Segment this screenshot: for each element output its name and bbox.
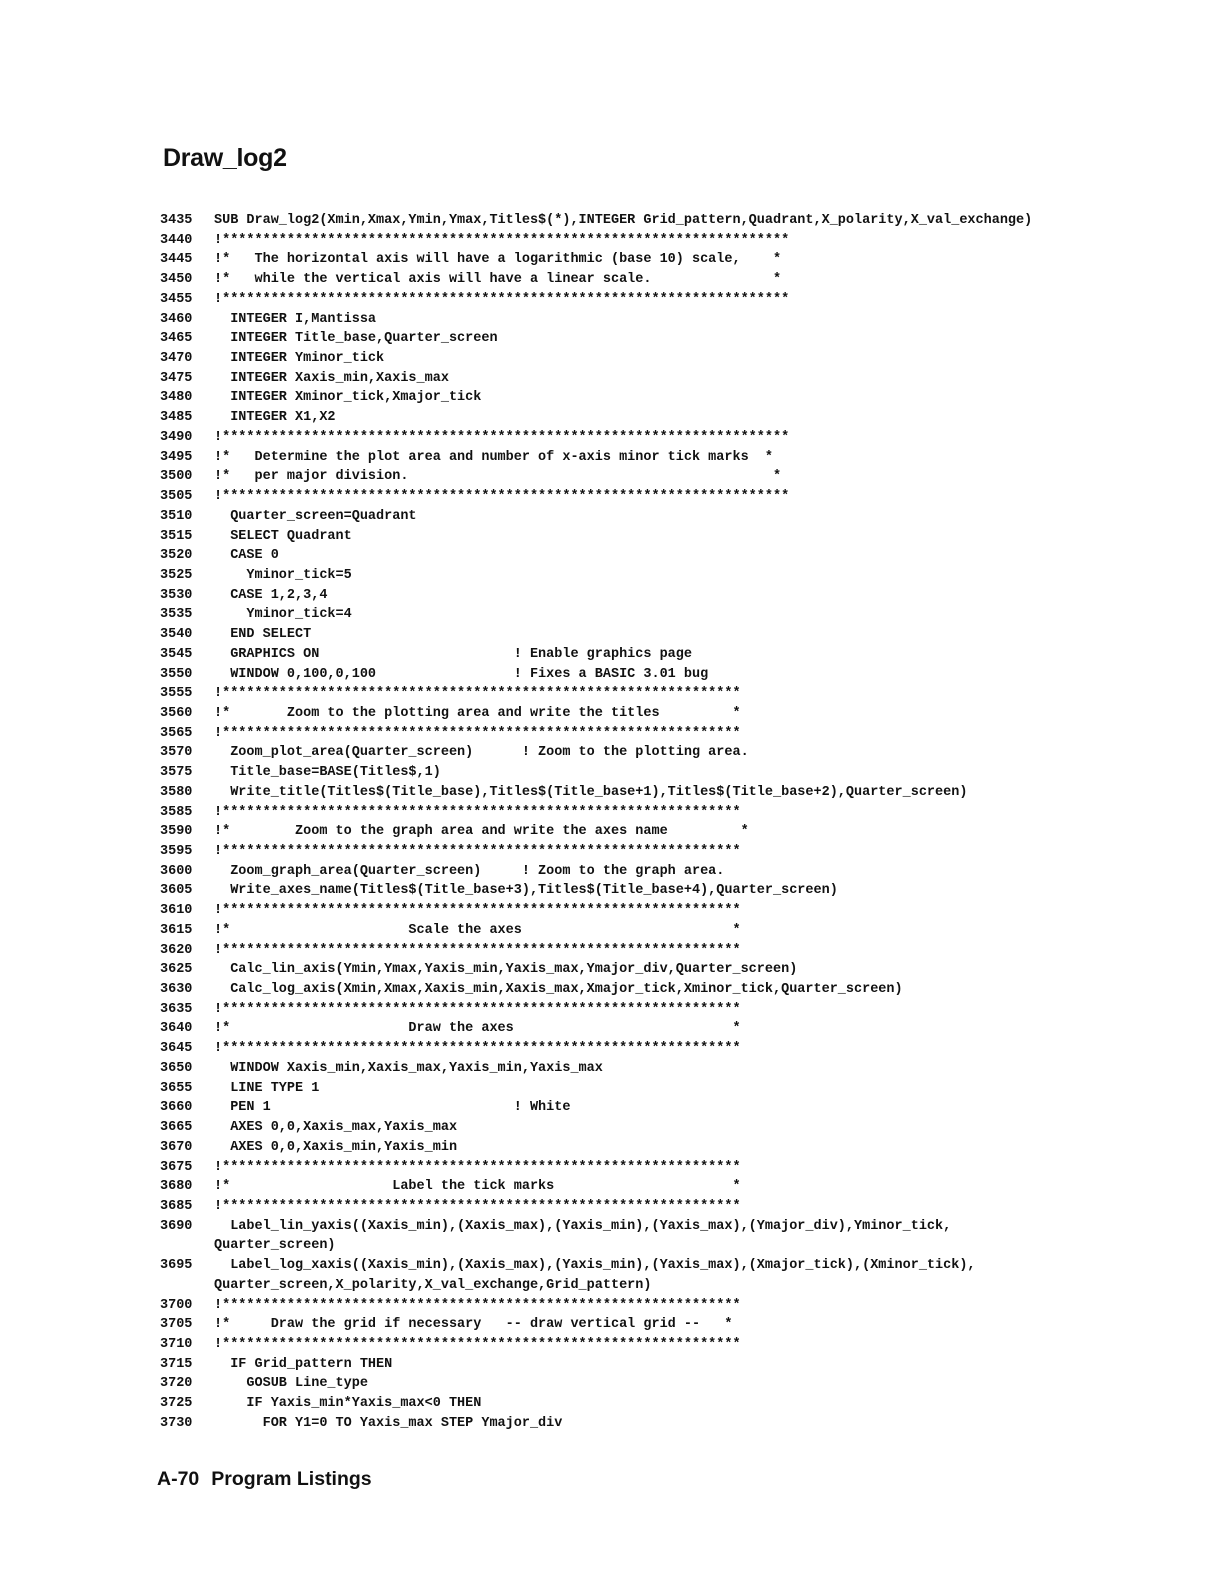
line-code: FOR Y1=0 TO Yaxis_max STEP Ymajor_div [214, 1415, 563, 1431]
code-line [160, 448, 1120, 468]
line-number: 3570 [160, 745, 193, 761]
code-line [160, 1019, 1120, 1039]
line-code: AXES 0,0,Xaxis_min,Yaxis_min [214, 1139, 458, 1155]
line-number: 3555 [160, 686, 193, 702]
line-number: 3665 [160, 1120, 193, 1136]
line-code: Yminor_tick=4 [214, 607, 352, 623]
line-code: Label_log_xaxis((Xaxis_min),(Xaxis_max),(Yaxis_min),(Yaxis_max),(Xmajor_tick),(Xminor_tick), [214, 1258, 976, 1274]
line-number: 3650 [160, 1060, 193, 1076]
line-code: Zoom_graph_area(Quarter_screen) ! Zoom to the graph area. [214, 863, 725, 879]
line-code: !**************************************************************** [214, 903, 741, 919]
line-code: IF Grid_pattern THEN [214, 1356, 393, 1372]
line-code: WINDOW 0,100,0,100 ! Fixes a BASIC 3.01 bug [214, 666, 709, 682]
line-code: IF Yaxis_min*Yaxis_max<0 THEN [214, 1396, 482, 1412]
line-code: INTEGER Yminor_tick [214, 351, 385, 367]
code-line [160, 1355, 1120, 1375]
line-code: SELECT Quadrant [214, 528, 352, 544]
line-number: 3670 [160, 1139, 193, 1155]
code-line [160, 270, 1120, 290]
line-number: 3530 [160, 587, 193, 603]
code-line [160, 428, 1120, 448]
line-number: 3630 [160, 982, 193, 998]
line-number: 3575 [160, 765, 193, 781]
code-line [160, 1138, 1120, 1158]
code-line [160, 1000, 1120, 1020]
line-code: INTEGER Xaxis_min,Xaxis_max [214, 370, 449, 386]
line-code: LINE TYPE 1 [214, 1080, 320, 1096]
line-number: 3550 [160, 666, 193, 682]
line-number: 3590 [160, 824, 193, 840]
line-number: 3720 [160, 1376, 193, 1392]
line-number: 3695 [160, 1258, 193, 1274]
line-code: Calc_log_axis(Xmin,Xmax,Xaxis_min,Xaxis_max,Xmajor_tick,Xminor_tick,Quarter_screen) [214, 982, 903, 998]
line-number: 3640 [160, 1021, 193, 1037]
line-number: 3600 [160, 863, 193, 879]
code-line [160, 467, 1120, 487]
code-line [160, 290, 1120, 310]
line-code: Quarter_screen=Quadrant [214, 508, 417, 524]
line-code: !* Draw the axes * [214, 1021, 741, 1037]
code-line [160, 901, 1120, 921]
code-line [160, 310, 1120, 330]
line-code: WINDOW Xaxis_min,Xaxis_max,Yaxis_min,Yaxis_max [214, 1060, 603, 1076]
line-code: !********************************************************************** [214, 429, 790, 445]
line-number: 3685 [160, 1198, 193, 1214]
line-number: 3635 [160, 1001, 193, 1017]
line-number: 3520 [160, 548, 193, 564]
code-line [160, 349, 1120, 369]
line-number: 3525 [160, 567, 193, 583]
code-line [160, 1177, 1120, 1197]
code-line [160, 803, 1120, 823]
line-number: 3645 [160, 1041, 193, 1057]
line-code: !* per major division. * [214, 469, 782, 485]
line-code: !* The horizontal axis will have a logarithmic (base 10) scale, * [214, 252, 782, 268]
code-line [160, 743, 1120, 763]
line-number: 3435 [160, 213, 193, 228]
code-line [160, 1059, 1120, 1079]
line-code: !**************************************************************** [214, 1001, 741, 1017]
line-number: 3440 [160, 232, 193, 248]
code-line [160, 763, 1120, 783]
line-code: !**************************************************************** [214, 942, 741, 958]
line-number: 3495 [160, 449, 193, 465]
line-number: 3445 [160, 252, 193, 268]
code-line [160, 250, 1120, 270]
line-code: !**************************************************************** [214, 1159, 741, 1175]
line-code: AXES 0,0,Xaxis_max,Yaxis_max [214, 1120, 458, 1136]
line-number: 3580 [160, 784, 193, 800]
code-line [160, 1335, 1120, 1355]
line-number: 3730 [160, 1415, 193, 1431]
page-title: Draw_log2 [163, 144, 287, 172]
line-number: 3465 [160, 331, 193, 347]
line-number: 3725 [160, 1396, 193, 1412]
line-number: 3460 [160, 311, 193, 327]
line-number: 3715 [160, 1356, 193, 1372]
line-code: INTEGER Title_base,Quarter_screen [214, 331, 498, 347]
code-line [160, 1118, 1120, 1138]
line-number: 3505 [160, 489, 193, 505]
line-number: 3545 [160, 646, 193, 662]
code-line [160, 605, 1120, 625]
line-code: !**************************************************************** [214, 804, 741, 820]
line-code: !* Scale the axes * [214, 922, 741, 938]
line-code: !**************************************************************** [214, 1297, 741, 1313]
code-line [160, 862, 1120, 882]
line-code: !* Label the tick marks * [214, 1179, 741, 1195]
code-line [160, 231, 1120, 251]
code-line [160, 625, 1120, 645]
line-number: 3605 [160, 883, 193, 899]
code-listing [160, 211, 1120, 1434]
line-code: INTEGER Xminor_tick,Xmajor_tick [214, 390, 482, 406]
line-number: 3450 [160, 272, 193, 288]
code-line [160, 1217, 1120, 1237]
line-code: Yminor_tick=5 [214, 567, 352, 583]
line-number: 3705 [160, 1317, 193, 1333]
line-number: 3490 [160, 429, 193, 445]
code-line [160, 665, 1120, 685]
line-code: !**************************************************************** [214, 725, 741, 741]
line-number: 3475 [160, 370, 193, 386]
line-number: 3610 [160, 903, 193, 919]
code-line [160, 842, 1120, 862]
line-code: GRAPHICS ON ! Enable graphics page [214, 646, 692, 662]
line-number: 3675 [160, 1159, 193, 1175]
page-footer [157, 1468, 372, 1491]
line-number: 3615 [160, 922, 193, 938]
line-code: Calc_lin_axis(Ymin,Ymax,Yaxis_min,Yaxis_max,Ymajor_div,Quarter_screen) [214, 962, 798, 978]
section-name: Program Listings [211, 1468, 372, 1490]
line-code: !**************************************************************** [214, 1041, 741, 1057]
line-number: 3515 [160, 528, 193, 544]
code-line [160, 822, 1120, 842]
code-line [160, 1414, 1120, 1434]
line-number: 3660 [160, 1100, 193, 1116]
code-line [160, 684, 1120, 704]
line-number: 3595 [160, 844, 193, 859]
line-number: 3560 [160, 705, 193, 721]
line-code: PEN 1 ! White [214, 1100, 571, 1116]
line-number: 3710 [160, 1336, 193, 1352]
line-number: 3655 [160, 1080, 193, 1096]
line-number: 3625 [160, 962, 193, 978]
line-number: 3480 [160, 390, 193, 406]
line-code: Write_title(Titles$(Title_base),Titles$(Title_base+1),Titles$(Title_base+2),Quarter_screen) [214, 784, 968, 800]
line-number: 3470 [160, 351, 193, 367]
line-code: !********************************************************************** [214, 291, 790, 307]
code-line [160, 1315, 1120, 1335]
line-number: 3535 [160, 607, 193, 623]
line-number: 3540 [160, 627, 193, 643]
code-line [160, 1079, 1120, 1099]
code-line [160, 980, 1120, 1000]
code-line [160, 960, 1120, 980]
code-line [160, 1236, 1120, 1256]
code-line [160, 527, 1120, 547]
code-line [160, 1197, 1120, 1217]
line-code: Write_axes_name(Titles$(Title_base+3),Titles$(Title_base+4),Quarter_screen) [214, 883, 838, 899]
line-code: Quarter_screen,X_polarity,X_val_exchange,Grid_pattern) [214, 1277, 652, 1293]
code-line [160, 1039, 1120, 1059]
line-code: !********************************************************************** [214, 232, 790, 248]
code-line [160, 507, 1120, 527]
line-code: !**************************************************************** [214, 1198, 741, 1214]
line-code: Quarter_screen) [214, 1238, 336, 1254]
code-line [160, 487, 1120, 507]
code-line [160, 783, 1120, 803]
line-code: SUB Draw_log2(Xmin,Xmax,Ymin,Ymax,Titles$(*),INTEGER Grid_pattern,Quadrant,X_polarity,X_val_exchange) [214, 213, 1033, 228]
line-code: !**************************************************************** [214, 686, 741, 702]
code-line [160, 586, 1120, 606]
line-code: INTEGER I,Mantissa [214, 311, 377, 327]
code-line [160, 329, 1120, 349]
line-number: 3565 [160, 725, 193, 741]
line-code: INTEGER X1,X2 [214, 410, 336, 426]
line-number: 3500 [160, 469, 193, 485]
line-code: !* Determine the plot area and number of x-axis minor tick marks * [214, 449, 773, 465]
code-line [160, 1374, 1120, 1394]
line-code: Label_lin_yaxis((Xaxis_min),(Xaxis_max),(Yaxis_min),(Yaxis_max),(Ymajor_div),Yminor_tick, [214, 1218, 952, 1234]
code-line [160, 1158, 1120, 1178]
code-line [160, 1276, 1120, 1296]
line-number: 3585 [160, 804, 193, 820]
line-number: 3700 [160, 1297, 193, 1313]
code-line [160, 704, 1120, 724]
line-code: !**************************************************************** [214, 1336, 741, 1352]
line-number: 3690 [160, 1218, 193, 1234]
line-code: !**************************************************************** [214, 844, 741, 859]
line-number: 3510 [160, 508, 193, 524]
line-code: !* Draw the grid if necessary -- draw vertical grid -- * [214, 1317, 733, 1333]
line-number: 3680 [160, 1179, 193, 1195]
code-line [160, 369, 1120, 389]
line-code: !* while the vertical axis will have a linear scale. * [214, 272, 782, 288]
code-line [160, 408, 1120, 428]
line-code: GOSUB Line_type [214, 1376, 368, 1392]
code-line [160, 645, 1120, 665]
line-code: !********************************************************************** [214, 489, 790, 505]
line-code: CASE 0 [214, 548, 279, 564]
line-number: 3455 [160, 291, 193, 307]
code-line [160, 921, 1120, 941]
code-line [160, 724, 1120, 744]
line-code: Zoom_plot_area(Quarter_screen) ! Zoom to the plotting area. [214, 745, 749, 761]
code-line [160, 1296, 1120, 1316]
line-code: CASE 1,2,3,4 [214, 587, 328, 603]
line-code: !* Zoom to the graph area and write the axes name * [214, 824, 749, 840]
code-line [160, 566, 1120, 586]
line-code: !* Zoom to the plotting area and write the titles * [214, 705, 741, 721]
code-line [160, 211, 1120, 231]
line-code: END SELECT [214, 627, 312, 643]
code-line [160, 941, 1120, 961]
code-line [160, 881, 1120, 901]
line-number: 3620 [160, 942, 193, 958]
code-line [160, 1256, 1120, 1276]
line-number: 3485 [160, 410, 193, 426]
code-line [160, 1394, 1120, 1414]
line-code: Title_base=BASE(Titles$,1) [214, 765, 441, 781]
code-line [160, 546, 1120, 566]
page-number: A-70 [157, 1468, 200, 1490]
code-line [160, 1098, 1120, 1118]
code-line [160, 388, 1120, 408]
